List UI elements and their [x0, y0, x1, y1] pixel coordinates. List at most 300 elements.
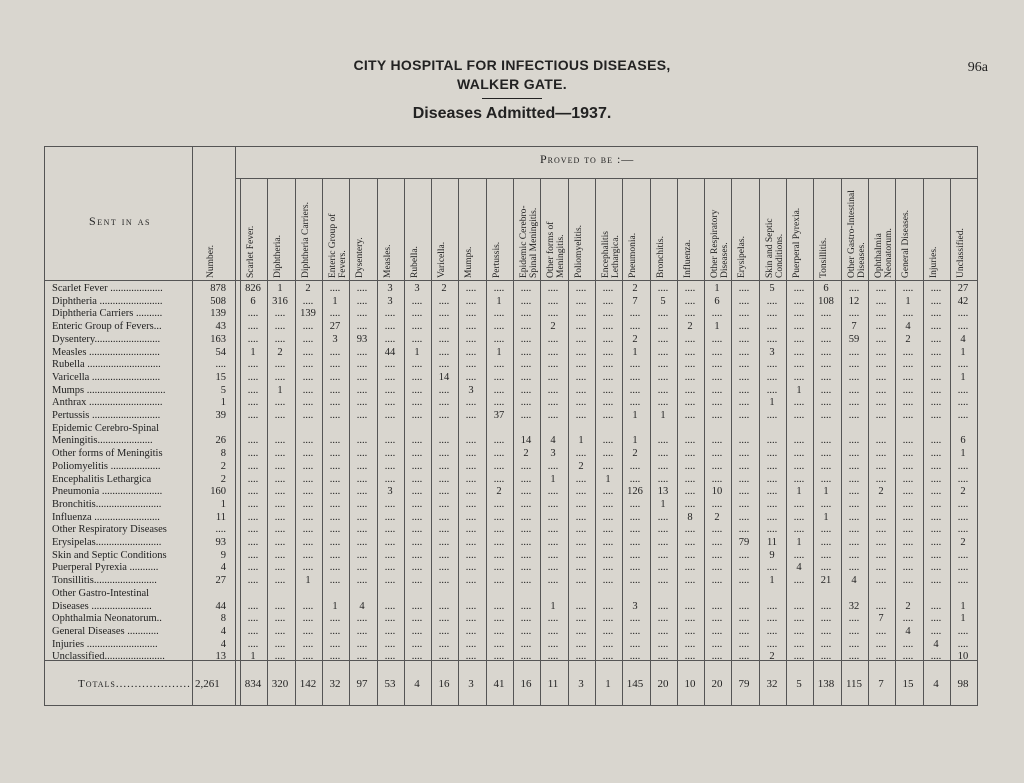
- table-cell: ....: [875, 537, 887, 548]
- table-cell: ....: [247, 397, 259, 408]
- table-cell: ....: [547, 486, 559, 497]
- table-cell: ....: [848, 550, 860, 561]
- table-cell: 2: [523, 448, 529, 459]
- table-cell: ....: [766, 372, 778, 383]
- table-cell: ....: [957, 321, 969, 332]
- table-cell: ....: [520, 524, 532, 535]
- table-cell: ....: [493, 321, 505, 332]
- table-cell: ....: [957, 474, 969, 485]
- table-cell: 6: [960, 435, 966, 446]
- table-cell: ....: [930, 512, 942, 523]
- table-cell: ....: [438, 397, 450, 408]
- table-cell: ....: [711, 524, 723, 535]
- table-cell: 8: [687, 512, 693, 523]
- table-cell: ....: [657, 550, 669, 561]
- table-cell: ....: [356, 461, 368, 472]
- table-cell: ....: [384, 397, 396, 408]
- table-cell: ....: [465, 347, 477, 358]
- column-header: Tonsillitis.: [819, 237, 829, 278]
- table-cell: ....: [957, 385, 969, 396]
- table-cell: ....: [302, 550, 314, 561]
- table-cell: ....: [684, 359, 696, 370]
- table-cell: ....: [848, 474, 860, 485]
- table-cell: ....: [493, 626, 505, 637]
- table-cell: ....: [493, 474, 505, 485]
- table-cell: ....: [820, 410, 832, 421]
- table-cell: ....: [657, 372, 669, 383]
- table-cell: ....: [848, 372, 860, 383]
- table-cell: 1: [277, 385, 283, 396]
- table-cell: 1: [632, 410, 638, 421]
- table-cell: ....: [602, 410, 614, 421]
- table-cell: ....: [575, 308, 587, 319]
- table-cell: 1: [960, 448, 966, 459]
- table-cell: ....: [793, 613, 805, 624]
- table-cell: ....: [575, 474, 587, 485]
- table-cell: 44: [384, 347, 396, 358]
- table-cell: ....: [848, 308, 860, 319]
- table-cell: ....: [957, 626, 969, 637]
- table-cell: ....: [356, 524, 368, 535]
- table-cell: ....: [520, 562, 532, 573]
- row-label: Measles ...........................: [52, 347, 160, 358]
- table-cell: ....: [602, 448, 614, 459]
- table-cell: ....: [684, 486, 696, 497]
- table-cell: ....: [411, 613, 423, 624]
- table-cell: ....: [465, 308, 477, 319]
- table-cell: ....: [384, 448, 396, 459]
- table-cell: ....: [411, 448, 423, 459]
- table-cell: ....: [766, 334, 778, 345]
- table-cell: ....: [302, 448, 314, 459]
- table-cell: ....: [356, 486, 368, 497]
- table-cell: ....: [875, 601, 887, 612]
- table-cell: ....: [547, 347, 559, 358]
- table-cell: 1: [960, 347, 966, 358]
- table-cell: ....: [438, 550, 450, 561]
- table-cell: ....: [629, 651, 641, 662]
- table-cell: 2: [277, 347, 283, 358]
- total-cell: 10: [684, 678, 696, 690]
- table-cell: ....: [848, 385, 860, 396]
- table-cell: ....: [902, 359, 914, 370]
- table-cell: ....: [411, 461, 423, 472]
- table-cell: ....: [738, 372, 750, 383]
- table-cell: ....: [738, 524, 750, 535]
- table-cell: ....: [302, 321, 314, 332]
- table-cell: ....: [957, 562, 969, 573]
- table-cell: ....: [602, 283, 614, 294]
- table-cell: ....: [738, 435, 750, 446]
- table-cell: ....: [274, 435, 286, 446]
- table-cell: 2: [960, 537, 966, 548]
- table-cell: ....: [684, 626, 696, 637]
- table-cell: 1: [960, 372, 966, 383]
- table-cell: ....: [629, 461, 641, 472]
- table-cell: ....: [766, 461, 778, 472]
- table-cell: ....: [657, 537, 669, 548]
- table-cell: ....: [738, 283, 750, 294]
- table-cell: 139: [300, 308, 316, 319]
- total-cell: 7: [878, 678, 884, 690]
- total-cell: 53: [384, 678, 396, 690]
- table-cell: ....: [684, 385, 696, 396]
- table-cell: 316: [272, 296, 288, 307]
- table-cell: 1: [550, 474, 556, 485]
- table-cell: ....: [684, 296, 696, 307]
- table-cell: 7: [632, 296, 638, 307]
- table-cell: ....: [411, 499, 423, 510]
- table-cell: ....: [902, 499, 914, 510]
- table-cell: ....: [438, 626, 450, 637]
- table-cell: ....: [657, 461, 669, 472]
- table-cell: 5: [769, 283, 775, 294]
- table-cell: ....: [575, 359, 587, 370]
- table-cell: ....: [247, 372, 259, 383]
- table-cell: ....: [629, 639, 641, 650]
- table-cell: ....: [738, 474, 750, 485]
- table-cell: ....: [793, 397, 805, 408]
- table-cell: ....: [302, 613, 314, 624]
- table-cell: ....: [356, 613, 368, 624]
- table-cell: ....: [930, 651, 942, 662]
- table-cell: ....: [247, 550, 259, 561]
- table-cell: ....: [547, 651, 559, 662]
- table-cell: ....: [602, 499, 614, 510]
- table-cell: ....: [629, 575, 641, 586]
- table-cell: ....: [274, 359, 286, 370]
- row-number: 54: [215, 347, 226, 358]
- table-cell: ....: [356, 651, 368, 662]
- table-cell: ....: [766, 613, 778, 624]
- table-cell: ....: [547, 461, 559, 472]
- table-cell: 3: [332, 334, 338, 345]
- column-header: Influenza.: [683, 239, 693, 278]
- table-cell: ....: [247, 321, 259, 332]
- table-cell: ....: [711, 550, 723, 561]
- table-cell: 59: [848, 334, 860, 345]
- table-cell: ....: [875, 397, 887, 408]
- table-cell: 4: [905, 321, 911, 332]
- table-cell: ....: [493, 397, 505, 408]
- table-cell: ....: [465, 550, 477, 561]
- table-cell: ....: [930, 321, 942, 332]
- table-cell: ....: [684, 601, 696, 612]
- table-cell: ....: [274, 486, 286, 497]
- table-cell: ....: [329, 613, 341, 624]
- table-cell: ....: [520, 550, 532, 561]
- column-header: Diphtheria.: [273, 234, 283, 278]
- table-cell: ....: [820, 334, 832, 345]
- table-cell: ....: [875, 626, 887, 637]
- table-cell: ....: [657, 308, 669, 319]
- table-cell: ....: [411, 626, 423, 637]
- total-cell: 16: [520, 678, 532, 690]
- table-cell: 9: [769, 550, 775, 561]
- column-header: Other forms of Meningitis.: [546, 221, 566, 278]
- table-cell: ....: [793, 372, 805, 383]
- table-cell: 1: [550, 601, 556, 612]
- table-cell: ....: [820, 639, 832, 650]
- table-cell: ....: [465, 397, 477, 408]
- table-cell: ....: [356, 296, 368, 307]
- column-header: Dysentery.: [355, 237, 365, 278]
- table-cell: ....: [875, 372, 887, 383]
- table-cell: ....: [329, 639, 341, 650]
- table-cell: ....: [493, 334, 505, 345]
- table-cell: ....: [575, 486, 587, 497]
- table-cell: ....: [957, 499, 969, 510]
- table-cell: ....: [575, 321, 587, 332]
- table-cell: ....: [575, 448, 587, 459]
- table-cell: ....: [356, 499, 368, 510]
- table-cell: ....: [848, 486, 860, 497]
- column-header: Measles.: [383, 244, 393, 278]
- table-cell: ....: [684, 448, 696, 459]
- table-cell: ....: [820, 651, 832, 662]
- table-cell: ....: [629, 385, 641, 396]
- table-cell: ....: [493, 639, 505, 650]
- column-header: Skin and Septic Conditions.: [765, 218, 785, 278]
- table-cell: 32: [848, 601, 860, 612]
- row-label: Bronchitis.........................: [52, 499, 162, 510]
- table-cell: ....: [329, 448, 341, 459]
- table-cell: ....: [547, 397, 559, 408]
- table-cell: ....: [274, 601, 286, 612]
- table-cell: ....: [575, 512, 587, 523]
- table-cell: ....: [930, 448, 942, 459]
- table-cell: ....: [902, 613, 914, 624]
- table-cell: ....: [575, 283, 587, 294]
- table-cell: ....: [274, 397, 286, 408]
- table-cell: ....: [493, 613, 505, 624]
- table-cell: ....: [411, 474, 423, 485]
- table-cell: ....: [547, 537, 559, 548]
- table-cell: ....: [411, 334, 423, 345]
- total-cell: 20: [711, 678, 723, 690]
- row-number: 26: [215, 435, 226, 446]
- table-cell: ....: [247, 512, 259, 523]
- table-cell: ....: [438, 537, 450, 548]
- column-header: Varicella.: [437, 241, 447, 278]
- row-label: Pertussis ..........................: [52, 410, 161, 421]
- table-cell: ....: [738, 550, 750, 561]
- table-cell: 1: [632, 435, 638, 446]
- proved-header: Proved to be :—: [540, 152, 635, 166]
- table-cell: ....: [684, 397, 696, 408]
- table-cell: 4: [851, 575, 857, 586]
- total-cell: 97: [356, 678, 368, 690]
- column-header: Encephalitis Lethargica.: [601, 231, 621, 278]
- table-cell: ....: [302, 410, 314, 421]
- total-cell: 5: [796, 678, 802, 690]
- table-cell: ....: [602, 334, 614, 345]
- table-cell: ....: [411, 524, 423, 535]
- table-cell: ....: [957, 410, 969, 421]
- table-cell: ....: [657, 321, 669, 332]
- table-cell: ....: [711, 435, 723, 446]
- table-cell: ....: [329, 524, 341, 535]
- row-number: 44: [215, 601, 226, 612]
- table-cell: ....: [302, 385, 314, 396]
- table-cell: ....: [738, 334, 750, 345]
- table-cell: ....: [738, 397, 750, 408]
- table-cell: ....: [520, 397, 532, 408]
- table-cell: ....: [329, 537, 341, 548]
- table-cell: ....: [547, 524, 559, 535]
- table-cell: ....: [411, 359, 423, 370]
- table-cell: ....: [875, 651, 887, 662]
- total-cell: 834: [244, 678, 262, 690]
- table-cell: ....: [902, 537, 914, 548]
- table-cell: ....: [875, 512, 887, 523]
- table-cell: ....: [520, 575, 532, 586]
- table-cell: ....: [520, 359, 532, 370]
- table-cell: 7: [851, 321, 857, 332]
- table-cell: ....: [493, 562, 505, 573]
- table-cell: ....: [766, 410, 778, 421]
- table-cell: ....: [766, 385, 778, 396]
- table-cell: ....: [820, 499, 832, 510]
- table-cell: ....: [329, 550, 341, 561]
- table-cell: ....: [957, 359, 969, 370]
- table-cell: ....: [930, 575, 942, 586]
- total-cell: 16: [438, 678, 450, 690]
- row-label: Anthrax ............................: [52, 397, 163, 408]
- table-cell: ....: [711, 562, 723, 573]
- table-cell: 37: [493, 410, 505, 421]
- table-cell: ....: [493, 601, 505, 612]
- table-cell: 1: [332, 296, 338, 307]
- table-cell: ....: [384, 334, 396, 345]
- table-cell: 13: [657, 486, 669, 497]
- row-label: Pneumonia .......................: [52, 486, 163, 497]
- table-cell: ....: [602, 435, 614, 446]
- row-label: Rubella ............................: [52, 359, 161, 370]
- table-cell: ....: [930, 283, 942, 294]
- table-cell: 2: [905, 334, 911, 345]
- total-cell: 79: [738, 678, 750, 690]
- table-cell: ....: [247, 334, 259, 345]
- table-cell: ....: [274, 372, 286, 383]
- table-cell: ....: [848, 283, 860, 294]
- table-cell: ....: [902, 474, 914, 485]
- table-cell: ....: [274, 308, 286, 319]
- table-cell: 2: [550, 321, 556, 332]
- table-cell: ....: [575, 385, 587, 396]
- table-cell: ....: [875, 334, 887, 345]
- table-cell: ....: [493, 435, 505, 446]
- table-cell: 11: [766, 537, 778, 548]
- table-cell: 42: [957, 296, 969, 307]
- table-cell: ....: [848, 626, 860, 637]
- table-cell: ....: [465, 296, 477, 307]
- table-cell: 2: [305, 283, 311, 294]
- table-cell: ....: [793, 524, 805, 535]
- table-cell: ....: [411, 308, 423, 319]
- table-cell: ....: [493, 372, 505, 383]
- row-number: ....: [215, 524, 226, 535]
- table-cell: ....: [384, 308, 396, 319]
- table-cell: ....: [930, 359, 942, 370]
- table-cell: 3: [550, 448, 556, 459]
- table-cell: 93: [356, 334, 368, 345]
- table-cell: ....: [411, 575, 423, 586]
- table-cell: ....: [274, 626, 286, 637]
- table-cell: ....: [575, 347, 587, 358]
- table-cell: ....: [738, 639, 750, 650]
- table-cell: 2: [769, 651, 775, 662]
- table-cell: 6: [714, 296, 720, 307]
- table-cell: 5: [660, 296, 666, 307]
- table-cell: 14: [438, 372, 450, 383]
- row-label: Other forms of Meningitis: [52, 448, 163, 459]
- page-header: [0, 56, 1024, 123]
- row-label: Erysipelas.........................: [52, 537, 162, 548]
- table-cell: ....: [657, 359, 669, 370]
- table-cell: ....: [493, 499, 505, 510]
- table-cell: ....: [465, 334, 477, 345]
- table-cell: ....: [547, 296, 559, 307]
- table-cell: ....: [384, 550, 396, 561]
- table-cell: ....: [438, 486, 450, 497]
- table-cell: ....: [820, 601, 832, 612]
- table-cell: 1: [414, 347, 420, 358]
- table-cell: ....: [547, 334, 559, 345]
- table-cell: ....: [465, 601, 477, 612]
- table-cell: ....: [711, 410, 723, 421]
- table-cell: ....: [520, 410, 532, 421]
- table-cell: ....: [766, 524, 778, 535]
- table-cell: ....: [465, 651, 477, 662]
- table-cell: ....: [848, 461, 860, 472]
- row-number: 39: [215, 410, 226, 421]
- table-cell: ....: [384, 385, 396, 396]
- table-cell: ....: [766, 626, 778, 637]
- table-cell: ....: [629, 626, 641, 637]
- table-cell: ....: [465, 321, 477, 332]
- row-number: ....: [215, 359, 226, 370]
- table-cell: ....: [848, 639, 860, 650]
- table-cell: ....: [711, 601, 723, 612]
- table-cell: ....: [520, 461, 532, 472]
- table-cell: ....: [356, 308, 368, 319]
- table-cell: ....: [602, 613, 614, 624]
- totals-number: 2,261: [195, 678, 220, 690]
- number-header: Number.: [206, 245, 216, 278]
- table-cell: ....: [793, 347, 805, 358]
- table-cell: ....: [930, 550, 942, 561]
- table-cell: ....: [384, 575, 396, 586]
- table-cell: ....: [902, 461, 914, 472]
- table-cell: ....: [274, 550, 286, 561]
- title-rule: [482, 98, 542, 99]
- column-header: Other Respiratory Diseases.: [710, 209, 730, 278]
- table-cell: ....: [356, 537, 368, 548]
- table-cell: ....: [738, 308, 750, 319]
- table-cell: ....: [411, 296, 423, 307]
- row-label: Diseases .......................: [52, 601, 152, 612]
- table-cell: ....: [520, 372, 532, 383]
- table-cell: ....: [711, 626, 723, 637]
- table-cell: ....: [793, 435, 805, 446]
- table-cell: ....: [384, 321, 396, 332]
- table-cell: ....: [711, 359, 723, 370]
- total-cell: 3: [578, 678, 584, 690]
- table-cell: ....: [902, 308, 914, 319]
- table-cell: ....: [465, 613, 477, 624]
- table-cell: ....: [411, 486, 423, 497]
